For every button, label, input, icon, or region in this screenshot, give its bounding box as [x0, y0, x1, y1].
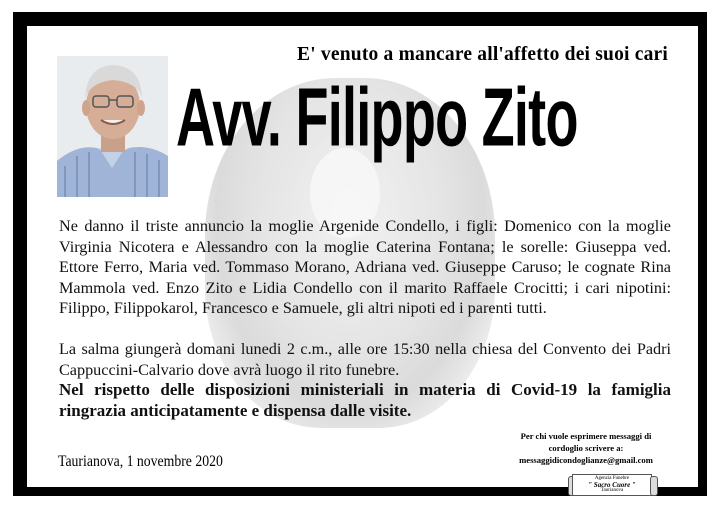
place-date: Taurianova, 1 novembre 2020 — [58, 453, 223, 470]
agency-logo — [572, 474, 652, 496]
contact-line-1: Per chi vuole esprimere messaggi di — [520, 431, 652, 441]
condolence-contact — [486, 430, 686, 466]
contact-line-2: cordoglio scrivere a: — [548, 443, 624, 453]
family-paragraph: Ne danno il triste annuncio la moglie Argenide Condello, i figli: Domenico con la moglie Virginia Nicotera e Alessandro con la moglie Caterina Fontana; le sorelle: Giuseppa ved. Ettore Ferro, Maria ved. Tommaso Morano, Adriana ved. Giuseppe Caruso; le cognate Rina Mammola ved. Enzo Zito e Lidia Condello con il marito Raffaele Crocitti; i cari nipotini: Filippo, Filippokarol, Francesco e Samuele, gli altri nipoti ed i parenti tutti. — [59, 217, 671, 318]
covid-notice: Nel rispetto delle disposizioni ministeriali in materia di Covid-19 la famiglia ringrazia anticipatamente e dispensa dalle visite. — [59, 380, 671, 420]
intro-line: E' venuto a mancare all'affetto dei suoi cari — [297, 44, 668, 65]
deceased-name: Avv. Filippo Zito — [176, 70, 578, 164]
agency-name: " Sacro Cuore " — [588, 481, 636, 489]
agency-top: Agenzia Funebre — [594, 476, 630, 481]
portrait-photo — [57, 56, 168, 197]
announcement-body — [59, 216, 671, 421]
funeral-paragraph: La salma giungerà domani lunedi 2 c.m., alle ore 15:30 nella chiesa del Convento dei Padri Cappuccini-Calvario dove avrà luogo il rito funebre. — [59, 339, 671, 379]
contact-email: messaggidicondoglianze@gmail.com — [519, 455, 653, 465]
scroll-right-end — [650, 476, 658, 496]
agency-bottom: Taurianova — [600, 488, 624, 493]
